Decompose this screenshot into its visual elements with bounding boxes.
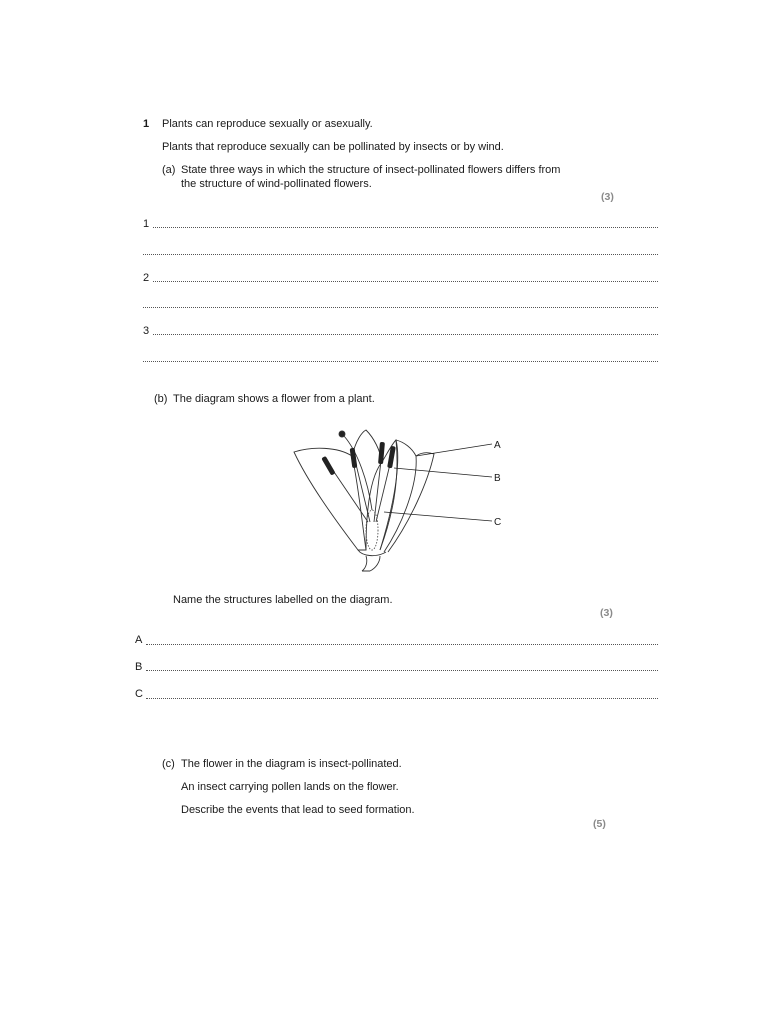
part-b-answer-line-b[interactable] <box>146 670 658 671</box>
question-number: 1 <box>143 118 150 130</box>
part-c-marks: (5) <box>593 818 606 830</box>
part-a-answer-line-1b[interactable] <box>143 254 658 255</box>
diagram-label-b: B <box>494 473 501 484</box>
filament-1 <box>330 466 368 522</box>
part-c-line-2: An insect carrying pollen lands on the flower. <box>181 781 399 793</box>
part-a-answer-line-3b[interactable] <box>143 361 658 362</box>
part-a-text-1: State three ways in which the structure of insect-pollinated flowers differs from <box>181 164 561 176</box>
ovary <box>366 510 378 550</box>
part-a-answer-line-2b[interactable] <box>143 307 658 308</box>
part-b-instruction: Name the structures labelled on the diagram. <box>173 594 393 606</box>
anther-1 <box>321 456 335 476</box>
receptacle <box>358 550 386 556</box>
diagram-label-a: A <box>494 440 501 451</box>
question-intro-2: Plants that reproduce sexually can be pollinated by insects or by wind. <box>162 141 504 153</box>
part-c-label: (c) <box>162 758 175 770</box>
part-a-answer-line-2[interactable] <box>153 281 658 282</box>
part-a-answer-line-1[interactable] <box>153 227 658 228</box>
part-a-label: (a) <box>162 164 176 176</box>
anther-2 <box>350 448 358 469</box>
part-a-answer-label-1: 1 <box>143 218 150 230</box>
part-c-text: The flower in the diagram is insect-pollinated. <box>181 758 402 770</box>
anther-3 <box>378 442 385 464</box>
stigma <box>339 431 345 437</box>
label-line-a <box>416 444 492 456</box>
part-a-answer-label-2: 2 <box>143 272 150 284</box>
question-intro: Plants can reproduce sexually or asexually. <box>162 118 373 130</box>
part-b-text: The diagram shows a flower from a plant. <box>173 393 375 405</box>
anther-4 <box>387 446 396 469</box>
flower-stalk <box>362 556 380 571</box>
part-b-answer-line-a[interactable] <box>146 644 658 645</box>
part-b-marks: (3) <box>600 607 613 619</box>
part-b-answer-label-a: A <box>135 634 143 646</box>
right-outer-petal <box>388 453 434 552</box>
label-line-c <box>384 512 492 521</box>
part-a-text-2: the structure of wind-pollinated flowers. <box>181 178 372 190</box>
part-b-answer-label-c: C <box>135 688 143 700</box>
part-a-answer-line-3[interactable] <box>153 334 658 335</box>
part-b-answer-label-b: B <box>135 661 143 673</box>
label-line-b <box>394 468 492 477</box>
flower-diagram <box>288 422 518 572</box>
part-b-label: (b) <box>154 393 168 405</box>
part-a-marks: (3) <box>601 191 614 203</box>
diagram-label-c: C <box>494 517 502 528</box>
part-c-line-3: Describe the events that lead to seed formation. <box>181 804 415 816</box>
part-b-answer-line-c[interactable] <box>146 698 658 699</box>
back-petal <box>352 430 382 462</box>
part-a-answer-label-3: 3 <box>143 325 150 337</box>
